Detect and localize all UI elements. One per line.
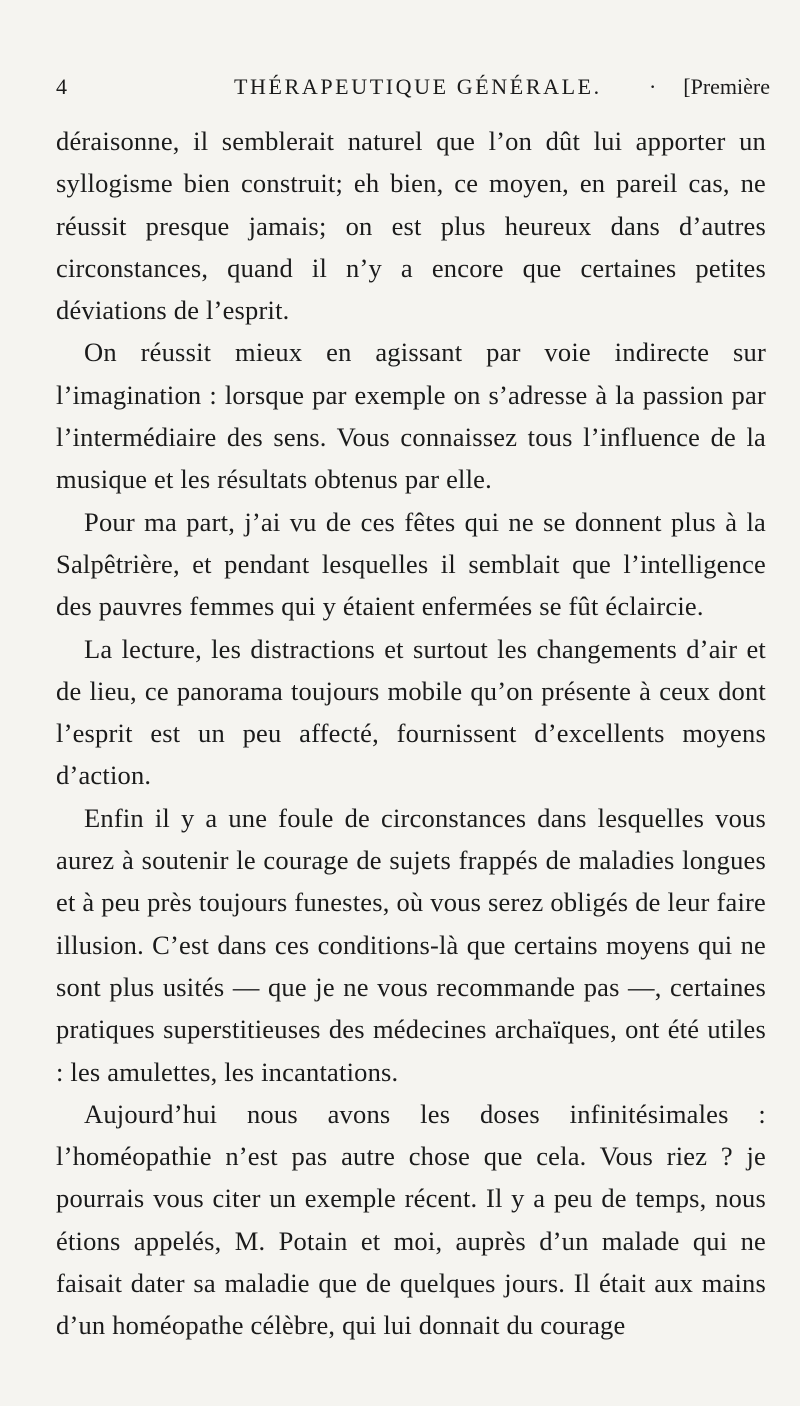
body-text xyxy=(56,120,766,1347)
page-number: 4 xyxy=(56,74,68,99)
paragraph-5: Enfin il y a une foule de circonstances dans lesquelles vous aurez à soutenir le courage de sujets frappés de maladies longues et à peu près toujours funestes, où vous serez obligés de leur faire illusion. C’est dans ces conditions-là que certains moyens qui ne sont plus usités — que je ne vous recommande pas —, certaines pratiques superstitieuses des médecines archaïques, ont été utiles : les amulettes, les incantations. xyxy=(56,802,766,1087)
paragraph-1: déraisonne, il semblerait naturel que l’on dût lui apporter un syllogisme bien construit; eh bien, ce moyen, en pareil cas, ne réussit presque jamais; on est plus heureux dans d’autres circonstances, quand il n’y a encore que certaines petites déviations de l’esprit. xyxy=(56,126,766,326)
paragraph-3: Pour ma part, j’ai vu de ces fêtes qui ne se donnent plus à la Salpêtrière, et pendant lesquelles il semblait que l’intelligence des pauvres femmes qui y étaient enfermées se fût éclaircie. xyxy=(56,506,766,622)
running-header xyxy=(56,74,770,114)
header-mark: · xyxy=(649,74,658,99)
paragraph-4: La lecture, les distractions et surtout les changements d’air et de lieu, ce panorama toujours mobile qu’on présente à ceux dont l’esprit est un peu affecté, fournissent d’excellents moyens d’action. xyxy=(56,633,766,791)
paragraph-2: On réussit mieux en agissant par voie indirecte sur l’imagination : lorsque par exemple on s’adresse à la passion par l’intermédiaire des sens. Vous connaissez tous l’influence de la musique et les résultats obtenus par elle. xyxy=(56,337,766,495)
running-title: THÉRAPEUTIQUE GÉNÉRALE. xyxy=(234,74,602,99)
paragraph-6: Aujourd’hui nous avons les doses infinitésimales : l’homéopathie n’est pas autre chose que cela. Vous riez ? je pourrais vous citer un exemple récent. Il y a peu de temps, nous étions appelés, M. Potain et moi, auprès d’un malade qui ne faisait dater sa maladie que de quelques jours. Il était aux mains d’un homéopathe célèbre, qui lui donnait du courage xyxy=(56,1098,766,1341)
section-label: [Première xyxy=(683,74,770,99)
